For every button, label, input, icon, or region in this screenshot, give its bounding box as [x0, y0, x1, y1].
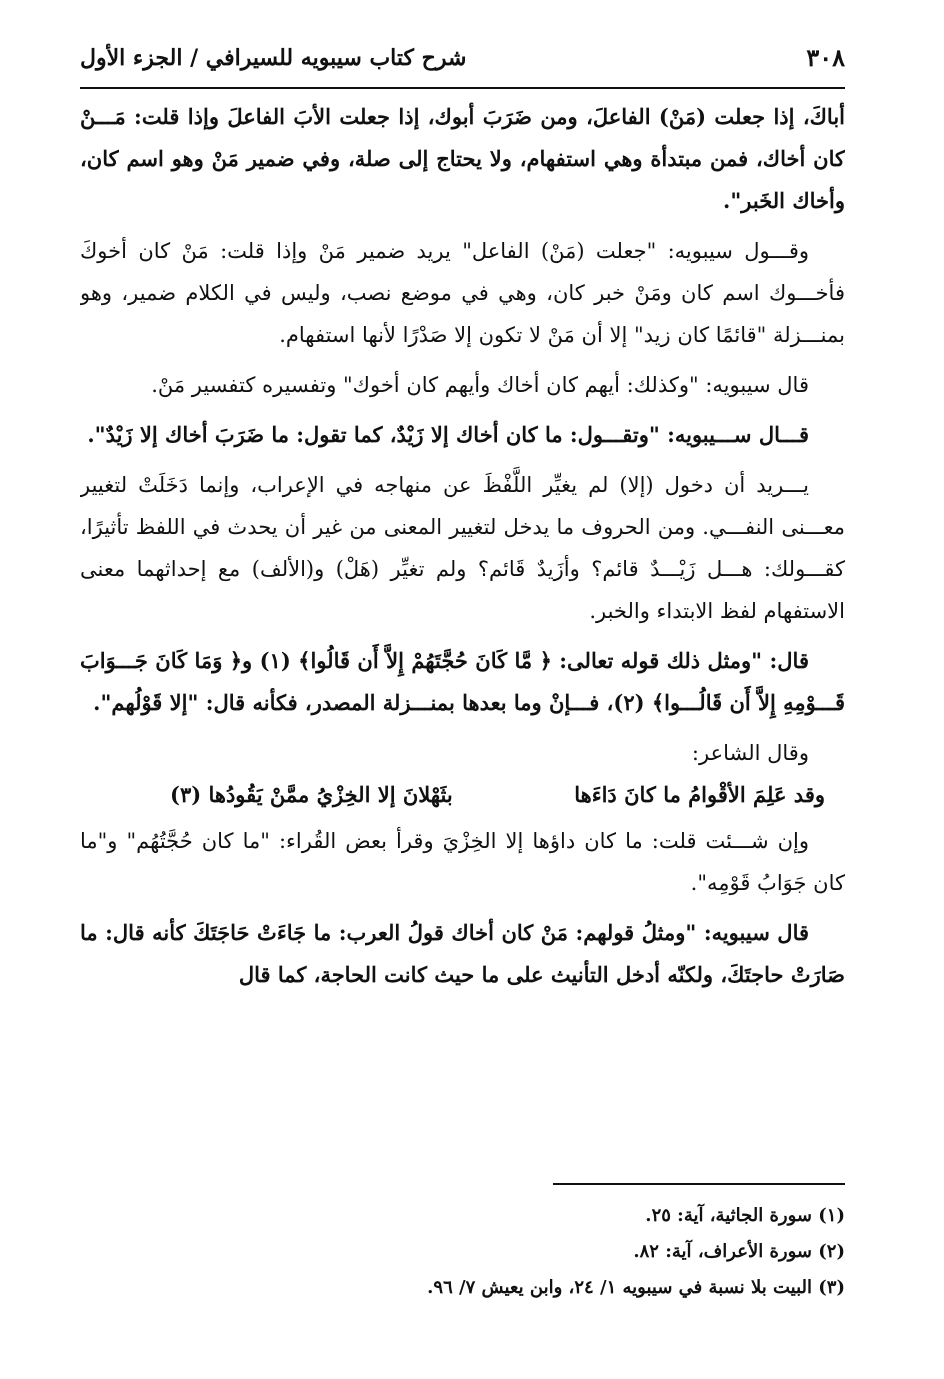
verse-second-hemistich: بثَهْلانَ إلا الخِزْيُ ممَّنْ يَقُودُها (٣)	[170, 782, 453, 807]
paragraph-7: وإن شـــئت قلت: ما كان داؤها إلا الخِزْيَ وقرأ بعض القُراء: "ما كان حُجَّتُهُم" و"ما كان جَوَابُ قَوْمِه".	[80, 829, 845, 895]
paragraph-1: أباكَ، إذا جعلت (مَنْ) الفاعلَ، ومن ضَرَبَ أبوك، إذا جعلت الأبَ الفاعلَ وإذا قلت: مَـــنْ كان أخاك، فمن مبتدأة وهي استفهام، ولا يحتاج إلى صلة، وفي ضمير مَنْ وهو اسم كان، وأخاك الخَبر".	[80, 104, 845, 213]
paragraph-2: وقـــول سيبويه: "جعلت (مَنْ) الفاعل" يريد ضمير مَنْ وإذا قلت: مَنْ كان أخوكَ فأخـــوك اسم كان ومَنْ خبر كان، وهي في موضع نصب، وليس في الكلام ضمير، وهو بمنـــزلة "قائمًا كان زيد" إلا أن مَنْ لا تكون إلا صَدْرًا لأنها استفهام.	[80, 239, 845, 347]
poetry-verse	[80, 774, 845, 816]
footnotes	[80, 1198, 845, 1306]
main-text	[80, 96, 845, 1171]
header-rule	[80, 87, 845, 89]
running-title: شرح كتاب سيبويه للسيرافي / الجزء الأول	[80, 45, 467, 71]
paragraph-3: قال سيبويه: "وكذلك: أيهم كان أخاك وأيهم كان أخوك" وتفسيره كتفسير مَنْ.	[151, 373, 809, 397]
page-header	[80, 38, 845, 82]
footnote-3: (٣) البيت بلا نسبة في سيبويه ١/ ٢٤، وابن يعيش ٧/ ٩٦.	[427, 1277, 845, 1298]
footnote-2: (٢) سورة الأعراف، آية: ٨٢.	[633, 1241, 845, 1262]
footnote-rule	[553, 1183, 845, 1185]
paragraph-4: قـــال ســـيبويه: "وتقـــول: ما كان أخاك إلا زَيْدٌ، كما تقول: ما ضَرَبَ أخاك إلا زَيْدٌ".	[87, 422, 809, 447]
poet-intro: وقال الشاعر:	[691, 741, 809, 765]
paragraph-6: قال: "ومثل ذلك قوله تعالى: ﴿ مَّا كَانَ حُجَّتَهُمْ إِلاَّ أَن قَالُوا﴾ (١) و﴿ وَمَا كَانَ جَـــوَابَ قَـــوْمِهِ إِلاَّ أَن قَالُـــوا﴾ (٢)، فـــإنْ وما بعدها بمنـــزلة المصدر، فكأنه قال: "إلا قَوْلُهم".	[80, 648, 845, 715]
paragraph-8: قال سيبويه: "ومثلُ قولهم: مَنْ كان أخاك قولُ العرب: ما جَاءَتْ حَاجَتَكَ كأنه قال: ما صَارَتْ حاجتَكَ، ولكنّه أدخل التأنيث على ما حيث كانت الحاجة، كما قال	[80, 920, 845, 987]
verse-first-hemistich: وقد عَلِمَ الأقْوامُ ما كانَ دَاءَها	[574, 782, 825, 807]
paragraph-5: يـــريد أن دخول (إلا) لم يغيِّر اللَّفْظَ عن منهاجه في الإعراب، وإنما دَخَلَتْ لتغيير معـــنى النفـــي. ومن الحروف ما يدخل لتغيير المعنى من غير أن يحدث في اللفظ تأثيرًا، كقـــولك: هـــل زَيْـــدٌ قائم؟ وأزَيدٌ قَائم؟ ولم تغيِّر (هَلْ) و(الألف) مع إحداثهما معنى الاستفهام لفظ الابتداء والخبر.	[80, 473, 845, 623]
page-number: ٣٠٨	[806, 43, 845, 72]
footnote-1: (١) سورة الجاثية، آية: ٢٥.	[645, 1205, 845, 1226]
